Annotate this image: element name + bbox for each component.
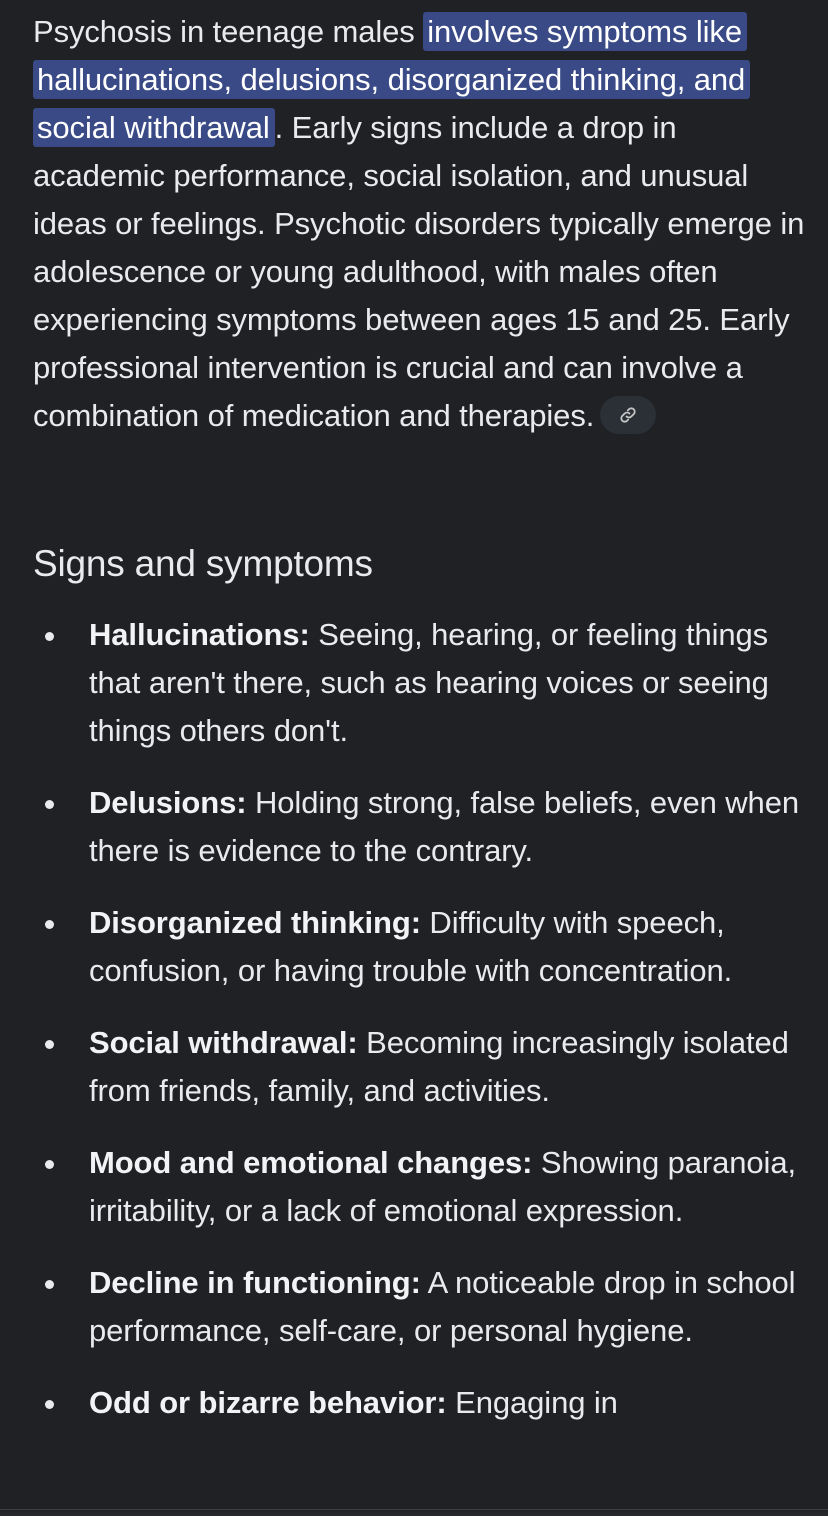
item-text: A noticeable drop in school performance, self-care, or personal hygiene. — [89, 1265, 796, 1348]
intro-paragraph — [33, 8, 808, 440]
bottom-edge-divider — [0, 1509, 828, 1516]
ai-overview-content — [33, 8, 808, 1420]
bullet-icon — [45, 1400, 54, 1409]
item-text: Engaging in — [446, 1385, 618, 1420]
list-item — [33, 1019, 808, 1115]
item-term: Delusions: — [89, 785, 247, 820]
bullet-icon — [45, 800, 54, 809]
list-item — [33, 1379, 808, 1427]
intro-lead-text: Psychosis in teenage males — [33, 14, 424, 49]
list-item — [33, 611, 808, 755]
bullet-icon — [45, 632, 54, 641]
item-term: Odd or bizarre behavior: — [89, 1385, 447, 1420]
item-term: Disorganized thinking: — [89, 905, 421, 940]
bullet-icon — [45, 1040, 54, 1049]
list-item — [33, 1259, 808, 1355]
item-term: Decline in functioning: — [89, 1265, 421, 1300]
bullet-icon — [45, 1160, 54, 1169]
list-item — [33, 779, 808, 875]
source-link-button[interactable] — [600, 396, 656, 434]
bullet-icon — [45, 920, 54, 929]
section-heading: Signs and symptoms — [33, 543, 373, 584]
item-text: Holding strong, false beliefs, even when there is evidence to the contrary. — [89, 785, 799, 868]
symptoms-list — [33, 611, 808, 1451]
item-term: Hallucinations: — [89, 617, 310, 652]
bullet-icon — [45, 1280, 54, 1289]
item-term: Mood and emotional changes: — [89, 1145, 533, 1180]
item-text: Difficulty with speech, confusion, or having trouble with concentration. — [89, 905, 733, 988]
list-item — [33, 899, 808, 995]
item-text: Showing paranoia, irritability, or a lack of emotional expression. — [89, 1145, 796, 1228]
item-text: Seeing, hearing, or feeling things that aren't there, such as hearing voices or seeing things others don't. — [89, 617, 769, 748]
highlighted-text[interactable]: involves symptoms like hallucinations, delusions, disorganized thinking, and social withdrawal — [33, 12, 750, 147]
item-text: Becoming increasingly isolated from friends, family, and activities. — [89, 1025, 789, 1108]
item-term: Social withdrawal: — [89, 1025, 358, 1060]
intro-rest-text: . Early signs include a drop in academic performance, social isolation, and unusual ideas or feelings. Psychotic disorders typically emerge in adolescence or young adulthood, with males often experiencing symptoms between ages 15 and 25. Early professional intervention is crucial and can involve a combination of medication and therapies. — [33, 110, 805, 433]
list-item — [33, 1139, 808, 1235]
